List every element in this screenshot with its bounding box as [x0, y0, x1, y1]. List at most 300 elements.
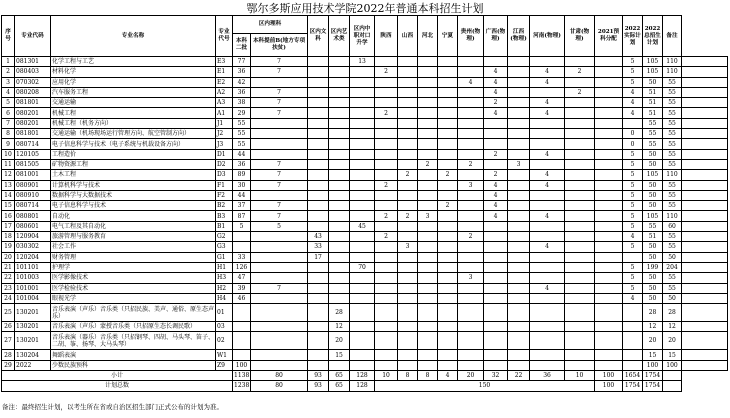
table-row [2, 149, 728, 159]
row-name: 汽车服务工程 [51, 87, 216, 97]
row-cell [565, 149, 595, 159]
row-cell [398, 332, 418, 350]
row-cell [233, 232, 251, 242]
row-cell [565, 252, 595, 262]
row-cell [398, 180, 418, 190]
row-cell [418, 129, 438, 139]
row-track: J2 [216, 129, 233, 139]
row-cell: 4 [623, 108, 643, 118]
row-cell: 55 [233, 129, 251, 139]
row-cell [438, 190, 458, 200]
row-seq: 28 [2, 350, 15, 360]
row-cell [418, 139, 438, 149]
footnote: 备注：最终招生计划，以考生所在省或自治区招生部门正式公布的计划为准。 [2, 403, 223, 411]
row-cell [308, 332, 329, 350]
row-cell: 13 [350, 57, 375, 67]
row-cell [251, 332, 308, 350]
row-cell [565, 159, 595, 169]
row-cell [565, 57, 595, 67]
row-cell [375, 77, 398, 87]
row-cell [508, 118, 530, 128]
row-cell [595, 129, 623, 139]
row-cell: 5 [623, 180, 643, 190]
row-code: 080910 [15, 190, 51, 200]
row-track: B1 [216, 221, 233, 231]
row-cell: 55 [233, 118, 251, 128]
row-cell [375, 283, 398, 293]
row-cell: 20 [329, 332, 350, 350]
row-cell [438, 283, 458, 293]
row-cell: 55 [663, 190, 682, 200]
row-cell: 0 [623, 139, 643, 149]
row-cell [458, 221, 484, 231]
row-code: 081301 [15, 57, 51, 67]
row-cell [484, 293, 508, 303]
row-cell [508, 262, 530, 272]
row-code: 080714 [15, 201, 51, 211]
row-cell [458, 252, 484, 262]
row-name: 数据科学与大数据技术 [51, 190, 216, 200]
row-cell [484, 350, 508, 360]
table-row [2, 118, 728, 128]
row-name: 土木工程 [51, 170, 216, 180]
row-cell: 5 [233, 221, 251, 231]
row-track: G2 [216, 232, 233, 242]
row-cell [508, 87, 530, 97]
row-cell: 5 [623, 211, 643, 221]
row-cell [508, 149, 530, 159]
row-cell [595, 283, 623, 293]
row-cell [308, 201, 329, 211]
row-cell [398, 273, 418, 283]
row-cell [530, 304, 565, 322]
row-cell [458, 129, 484, 139]
subtotal-cell: 36 [530, 371, 565, 381]
row-cell [375, 170, 398, 180]
row-cell [530, 139, 565, 149]
table-row [2, 360, 728, 370]
row-cell [350, 108, 375, 118]
row-track: G3 [216, 242, 233, 252]
row-cell: 2 [484, 149, 508, 159]
row-cell: 28 [663, 304, 682, 322]
subtotal-cell: 20 [458, 371, 484, 381]
row-track: B3 [216, 211, 233, 221]
row-cell [595, 149, 623, 159]
row-cell [508, 201, 530, 211]
row-cell [595, 67, 623, 77]
row-cell [682, 129, 728, 139]
row-cell [398, 159, 418, 169]
row-cell [308, 108, 329, 118]
row-cell [418, 87, 438, 97]
row-seq: 2 [2, 67, 15, 77]
row-cell: 2 [398, 170, 418, 180]
table-row [2, 304, 728, 322]
row-cell [595, 118, 623, 128]
row-cell: 55 [663, 149, 682, 159]
row-cell [375, 322, 398, 332]
row-cell [595, 57, 623, 67]
row-cell [329, 283, 350, 293]
grand-total-cell: 93 [308, 381, 329, 391]
row-cell: 7 [251, 170, 308, 180]
row-cell [418, 304, 438, 322]
row-cell [375, 118, 398, 128]
row-cell: 105 [643, 57, 663, 67]
table-row [2, 98, 728, 108]
row-seq: 29 [2, 360, 15, 370]
row-seq: 14 [2, 190, 15, 200]
row-cell [398, 322, 418, 332]
row-cell [484, 273, 508, 283]
row-cell [438, 67, 458, 77]
grand-total-cell: 1754 [643, 381, 663, 391]
row-cell [508, 252, 530, 262]
table-row [2, 293, 728, 303]
table-body [2, 57, 728, 392]
row-name: 工程造价 [51, 149, 216, 159]
row-cell: 4 [484, 201, 508, 211]
row-cell [530, 190, 565, 200]
row-cell [233, 332, 251, 350]
row-cell: 7 [251, 201, 308, 211]
row-cell [251, 139, 308, 149]
row-cell: 100 [233, 360, 251, 370]
row-cell [398, 57, 418, 67]
row-cell [484, 232, 508, 242]
row-cell [251, 242, 308, 252]
row-cell [251, 360, 308, 370]
header-province: 河北 [418, 16, 438, 57]
row-cell [458, 170, 484, 180]
row-cell [595, 304, 623, 322]
row-cell [508, 304, 530, 322]
table-row [2, 242, 728, 252]
row-cell [595, 242, 623, 252]
row-name: 音乐表演（声乐）蒙授音乐类（只招原生态长调民歌） [51, 322, 216, 332]
row-track: Z9 [216, 360, 233, 370]
subtotal-cell: 93 [308, 371, 329, 381]
row-code: 070302 [15, 77, 51, 87]
row-cell [623, 252, 643, 262]
row-cell: 2 [438, 170, 458, 180]
row-cell [375, 57, 398, 67]
row-cell [418, 67, 438, 77]
row-cell: 110 [663, 170, 682, 180]
row-cell: 5 [623, 159, 643, 169]
row-code: 080201 [15, 108, 51, 118]
row-cell [595, 87, 623, 97]
row-cell [438, 242, 458, 252]
row-cell [438, 273, 458, 283]
row-cell [484, 322, 508, 332]
row-cell [438, 77, 458, 87]
subtotal-remark [663, 371, 682, 381]
row-cell [308, 350, 329, 360]
row-cell: 5 [623, 67, 643, 77]
row-cell [682, 139, 728, 149]
row-cell: 199 [643, 262, 663, 272]
table-row [2, 252, 728, 262]
row-cell [484, 332, 508, 350]
row-cell [682, 108, 728, 118]
row-cell: 4 [530, 149, 565, 159]
row-cell [398, 304, 418, 322]
page-title: 鄂尔多斯应用技术学院2022年普通本科招生计划 [246, 2, 484, 15]
row-code: 120904 [15, 232, 51, 242]
row-cell [438, 232, 458, 242]
row-cell [329, 87, 350, 97]
row-name: 舞蹈表演 [51, 350, 216, 360]
row-cell [329, 242, 350, 252]
row-track: 03 [216, 322, 233, 332]
row-cell: 51 [643, 108, 663, 118]
row-cell [438, 350, 458, 360]
row-cell [438, 211, 458, 221]
row-cell: 55 [233, 139, 251, 149]
row-cell [565, 350, 595, 360]
row-cell [508, 67, 530, 77]
row-cell [308, 87, 329, 97]
row-cell: 3 [418, 211, 438, 221]
row-cell [682, 360, 728, 370]
row-cell [682, 221, 728, 231]
row-name: 少数民族预科 [51, 360, 216, 370]
row-cell [308, 322, 329, 332]
row-cell [595, 211, 623, 221]
row-cell [233, 350, 251, 360]
row-cell [375, 190, 398, 200]
row-cell: 105 [643, 67, 663, 77]
table-row [2, 232, 728, 242]
row-seq: 8 [2, 129, 15, 139]
row-cell: 7 [251, 108, 308, 118]
row-cell: 5 [623, 190, 643, 200]
row-track: H1 [216, 262, 233, 272]
row-cell: 55 [663, 129, 682, 139]
row-code: 101004 [15, 293, 51, 303]
row-cell: 2 [484, 170, 508, 180]
row-cell [398, 360, 418, 370]
table-row [2, 139, 728, 149]
row-cell: 4 [484, 87, 508, 97]
header-arts: 区内文科 [308, 16, 329, 57]
row-cell: 55 [663, 87, 682, 97]
row-code: 120204 [15, 252, 51, 262]
row-cell [375, 98, 398, 108]
row-cell [530, 262, 565, 272]
row-cell: 36 [233, 67, 251, 77]
row-seq: 20 [2, 252, 15, 262]
row-cell: 4 [458, 77, 484, 87]
row-name: 眼视光学 [51, 293, 216, 303]
row-cell: 44 [233, 149, 251, 159]
row-cell: 17 [308, 252, 329, 262]
row-cell [458, 360, 484, 370]
row-cell [329, 252, 350, 262]
row-cell [308, 273, 329, 283]
row-cell: 2 [458, 232, 484, 242]
row-seq: 11 [2, 159, 15, 169]
row-seq: 7 [2, 118, 15, 128]
row-cell [350, 67, 375, 77]
row-cell: 12 [329, 322, 350, 332]
row-seq: 26 [2, 322, 15, 332]
row-cell [530, 57, 565, 67]
row-cell: 89 [233, 170, 251, 180]
row-cell [418, 77, 438, 87]
row-cell [308, 221, 329, 231]
row-cell [418, 360, 438, 370]
row-name: 材料化学 [51, 67, 216, 77]
row-code: 030302 [15, 242, 51, 252]
header-in-region-batch2: 本科二批 [233, 34, 251, 57]
row-cell [308, 98, 329, 108]
row-seq: 22 [2, 273, 15, 283]
table-row [2, 170, 728, 180]
row-cell [458, 87, 484, 97]
row-cell [458, 262, 484, 272]
enrollment-plan-table [1, 15, 728, 392]
row-cell [398, 67, 418, 77]
row-cell [418, 221, 438, 231]
row-cell [329, 262, 350, 272]
row-code: 080601 [15, 221, 51, 231]
row-cell: 77 [233, 57, 251, 67]
row-cell: 5 [623, 221, 643, 231]
row-seq: 3 [2, 77, 15, 87]
row-cell [398, 252, 418, 262]
subtotal-label: 小计 [2, 371, 233, 381]
row-cell [350, 159, 375, 169]
row-cell [308, 57, 329, 67]
row-cell [350, 190, 375, 200]
grand-total-cell: 150 [375, 381, 595, 391]
header-in-region-science: 区内理科 [233, 16, 308, 34]
row-track: E2 [216, 77, 233, 87]
row-track: F2 [216, 190, 233, 200]
row-cell: 50 [643, 283, 663, 293]
row-cell [375, 139, 398, 149]
row-cell: 46 [233, 293, 251, 303]
row-cell [398, 190, 418, 200]
row-cell [458, 139, 484, 149]
row-name: 化学工程与工艺 [51, 57, 216, 67]
row-seq: 12 [2, 170, 15, 180]
row-cell [375, 149, 398, 159]
row-cell [308, 293, 329, 303]
row-cell [350, 350, 375, 360]
row-cell [251, 350, 308, 360]
header-province: 贵州(物理) [458, 16, 484, 57]
row-name: 医学检验技术 [51, 283, 216, 293]
row-cell [418, 170, 438, 180]
row-cell [458, 350, 484, 360]
row-cell [251, 293, 308, 303]
subtotal-cell: 100 [595, 371, 623, 381]
row-cell [565, 180, 595, 190]
row-code: 2022 [15, 360, 51, 370]
row-cell [682, 273, 728, 283]
row-cell [251, 232, 308, 242]
row-cell [350, 180, 375, 190]
row-cell [530, 293, 565, 303]
row-cell: 12 [663, 322, 682, 332]
row-cell: 36 [233, 159, 251, 169]
row-cell [398, 201, 418, 211]
row-cell [418, 190, 438, 200]
row-seq: 21 [2, 262, 15, 272]
row-cell [595, 232, 623, 242]
row-cell [508, 77, 530, 87]
row-cell: 50 [643, 159, 663, 169]
row-cell: 55 [663, 283, 682, 293]
row-cell [565, 262, 595, 272]
row-cell: 55 [663, 77, 682, 87]
row-cell: 4 [530, 242, 565, 252]
row-cell: 4 [530, 108, 565, 118]
row-cell [418, 149, 438, 159]
grand-total-cell: 65 [329, 381, 350, 391]
header-plan-2022: 2022实际计划 [623, 16, 643, 57]
row-cell [623, 350, 643, 360]
row-cell [508, 108, 530, 118]
row-track: F1 [216, 180, 233, 190]
row-cell: 12 [643, 322, 663, 332]
row-cell [308, 360, 329, 370]
header-total: 2022总招生计划 [643, 16, 663, 57]
grand-total-cell: 80 [251, 381, 308, 391]
row-cell: 15 [643, 350, 663, 360]
row-track: J1 [216, 118, 233, 128]
row-cell [375, 87, 398, 97]
row-name: 旅游管理与服务教育 [51, 232, 216, 242]
row-cell [350, 252, 375, 262]
row-cell [308, 170, 329, 180]
row-cell: 4 [484, 67, 508, 77]
row-cell: 60 [663, 221, 682, 231]
row-cell [375, 221, 398, 231]
row-cell [350, 322, 375, 332]
row-cell [350, 149, 375, 159]
header-code: 专业代码 [15, 16, 51, 57]
row-cell [418, 293, 438, 303]
row-cell: 50 [663, 252, 682, 262]
row-cell [484, 304, 508, 322]
row-cell: 50 [663, 293, 682, 303]
row-cell [530, 118, 565, 128]
row-cell [438, 129, 458, 139]
row-cell: 20 [643, 332, 663, 350]
row-track: D1 [216, 149, 233, 159]
row-cell [623, 360, 643, 370]
row-cell [565, 170, 595, 180]
row-cell: 105 [643, 211, 663, 221]
row-cell [308, 211, 329, 221]
row-cell [623, 332, 643, 350]
row-cell: 51 [643, 232, 663, 242]
row-cell [329, 159, 350, 169]
row-code: 080403 [15, 67, 51, 77]
row-cell: 105 [643, 170, 663, 180]
row-name: 计算机科学与技术 [51, 180, 216, 190]
row-cell [251, 262, 308, 272]
row-cell [375, 242, 398, 252]
row-track: H3 [216, 273, 233, 283]
row-cell [308, 77, 329, 87]
row-cell [682, 283, 728, 293]
